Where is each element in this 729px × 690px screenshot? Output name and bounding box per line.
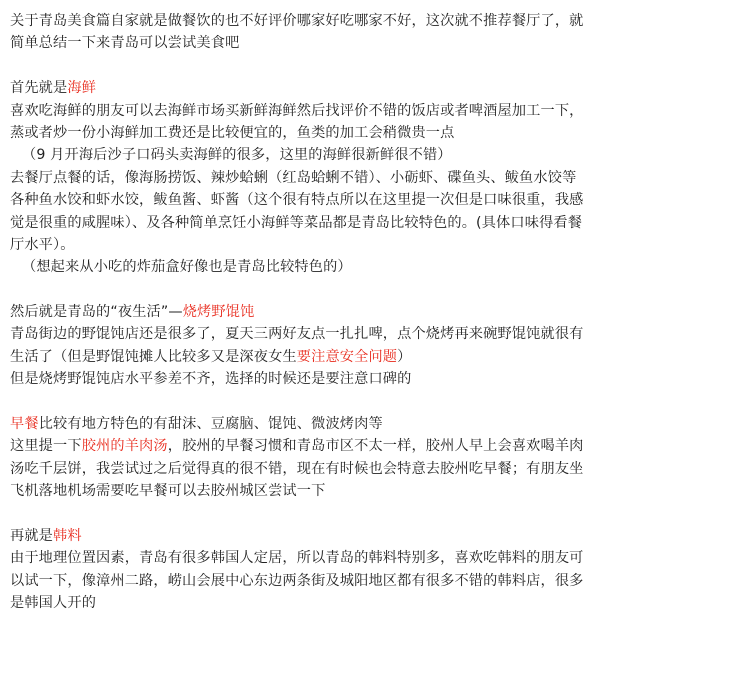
breakfast-line-1-suffix: ，胶州的早餐习惯和青岛市区不太一样，胶州人早上会喜欢喝羊肉 xyxy=(167,438,584,455)
night-line-2-prefix: 生活了（但是野馄饨摊人比较多又是深夜女生 xyxy=(10,348,297,365)
seafood-line: 去餐厅点餐的话，像海肠捞饭、辣炒蛤蜊（红岛蛤蜊不错）、小砺虾、碟鱼头、鲅鱼水饺等 xyxy=(10,169,577,186)
seafood-heading xyxy=(10,77,722,99)
breakfast-line-2: 汤吃千层饼，我尝试过之后觉得真的很不错，现在有时候也会特意去胶州吃早餐；有朋友坐 xyxy=(10,460,584,477)
seafood-note: （9 月开海后沙子口码头卖海鲜的很多，这里的海鲜很新鲜很不错） xyxy=(22,147,452,164)
breakfast-line-3: 飞机落地机场需要吃早餐可以去胶州城区尝试一下 xyxy=(10,483,326,500)
night-safety-highlight: 要注意安全问题 xyxy=(296,348,398,365)
breakfast-heading-highlight: 早餐 xyxy=(10,416,39,433)
seafood-line: 蒸或者炒一份小海鲜加工费还是比较便宜的，鱼类的加工会稍微贵一点 xyxy=(10,124,455,141)
seafood-line: 各种鱼水饺和虾水饺，鲅鱼酱、虾酱（这个很有特点所以在这里提一次但是口味很重，我感 xyxy=(10,192,584,209)
paragraph-spacer xyxy=(10,503,722,525)
korean-line: 由于地理位置因素，青岛有很多韩国人定居，所以青岛的韩料特别多，喜欢吃韩料的朋友可 xyxy=(10,550,584,567)
night-heading xyxy=(10,301,722,323)
article xyxy=(10,10,722,615)
korean-line: 以试一下，像漳州二路，崂山会展中心东边两条街及城阳地区都有很多不错的韩料店，很多 xyxy=(10,572,584,589)
korean-heading-prefix: 再就是 xyxy=(10,527,54,544)
seafood-heading-prefix: 首先就是 xyxy=(10,80,68,97)
night-heading-prefix: 然后就是青岛的“夜生活”— xyxy=(10,304,183,321)
korean-heading-highlight: 韩料 xyxy=(53,527,82,544)
korean-heading xyxy=(10,525,722,547)
paragraph-spacer xyxy=(10,391,722,413)
night-line-3: 但是烧烤野馄饨店水平参差不齐，选择的时候还是要注意口碑的 xyxy=(10,371,412,388)
seafood-line: 厅水平）。 xyxy=(10,236,75,253)
breakfast-jiaozhou-highlight: 胶州的羊肉汤 xyxy=(81,438,168,455)
breakfast-line-1 xyxy=(10,435,722,457)
intro-line-1: 关于青岛美食篇自家就是做餐饮的也不好评价哪家好吃哪家不好，这次就不推荐餐厅了，就 xyxy=(10,13,584,29)
breakfast-line-1-prefix: 这里提一下 xyxy=(10,438,82,455)
night-line-2-suffix: ） xyxy=(397,348,412,365)
breakfast-heading-suffix: 比较有地方特色的有甜沫、豆腐脑、馄饨、微波烤肉等 xyxy=(38,416,383,433)
korean-line: 是韩国人开的 xyxy=(10,595,97,612)
night-line-1: 青岛街边的野馄饨店还是很多了，夏天三两好友点一扎扎啤，点个烧烤再来碗野馄饨就很有 xyxy=(10,326,584,343)
paragraph-spacer xyxy=(10,55,722,77)
seafood-line: 觉是很重的咸腥味）、及各种简单烹饪小海鲜等菜品都是青岛比较特色的。(具体口味得看餐 xyxy=(10,214,583,231)
paragraph-spacer xyxy=(10,279,722,301)
seafood-note: （想起来从小吃的炸茄盒好像也是青岛比较特色的） xyxy=(22,259,352,276)
night-line-2 xyxy=(10,346,722,368)
intro-line-2: 简单总结一下来青岛可以尝试美食吧 xyxy=(10,35,240,52)
breakfast-heading xyxy=(10,413,722,435)
night-heading-highlight: 烧烤野馄饨 xyxy=(182,304,255,321)
seafood-heading-highlight: 海鲜 xyxy=(67,80,97,97)
seafood-line: 喜欢吃海鲜的朋友可以去海鲜市场买新鲜海鲜然后找评价不错的饭店或者啤酒屋加工一下， xyxy=(10,102,584,119)
